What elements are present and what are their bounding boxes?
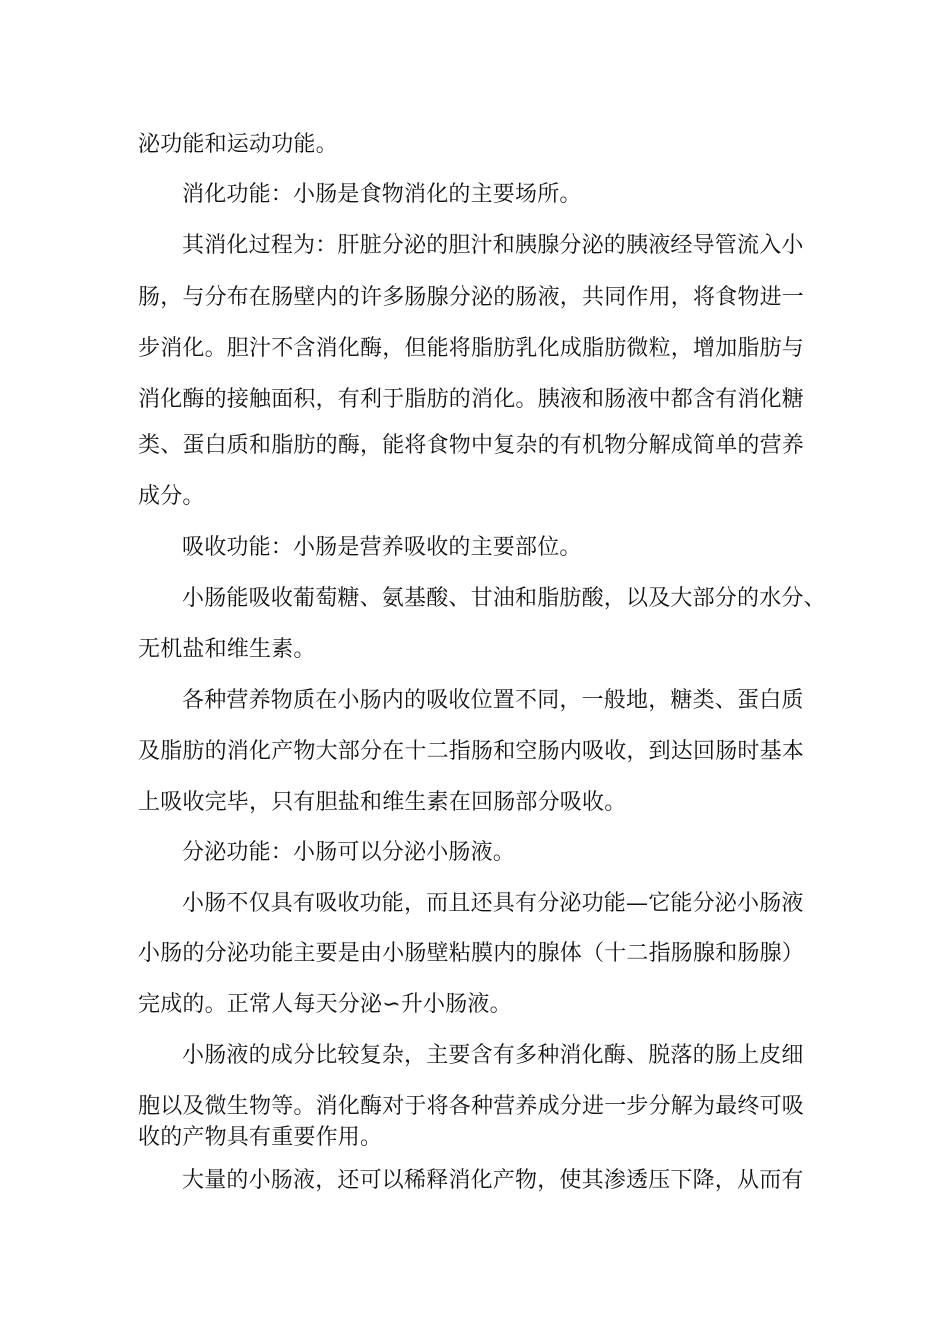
text-line: 大量的小肠液，还可以稀释消化产物，使其渗透压下降，从而有 [182, 1168, 804, 1193]
text-line: 无机盐和维生素。 [138, 637, 316, 662]
text-line: 泌功能和运动功能。 [138, 132, 338, 157]
text-line: 胞以及微生物等。消化酶对于将各种营养成分进一步分解为最终可吸 [138, 1094, 805, 1119]
text-line: 消化酶的接触面积，有利于脂肪的消化。胰液和肠液中都含有消化糖 [138, 387, 805, 412]
text-line: 步消化。胆汁不含消化酶，但能将脂肪乳化成脂肪微粒，增加脂肪与 [138, 336, 805, 361]
text-line: 完成的。正常人每天分泌∽升小肠液。 [138, 992, 512, 1017]
text-line: 成分。 [138, 484, 205, 509]
text-line: 消化功能：小肠是食物消化的主要场所。 [182, 182, 582, 207]
text-line: 小肠不仅具有吸收功能，而且还具有分泌功能—它能分泌小肠液 [182, 891, 804, 916]
text-line: 上吸收完毕，只有胆盐和维生素在回肠部分吸收。 [138, 790, 627, 815]
text-line: 肠，与分布在肠壁内的许多肠腺分泌的肠液，共同作用，将食物进一 [138, 285, 805, 310]
text-line: 及脂肪的消化产物大部分在十二指肠和空肠内吸收，到达回肠时基本 [138, 739, 805, 764]
text-line: 收的产物具有重要作用。 [138, 1125, 383, 1150]
text-line: 其消化过程为：肝脏分泌的胆汁和胰腺分泌的胰液经导管流入小 [182, 233, 804, 258]
text-line: 分泌功能：小肠可以分泌小肠液。 [182, 840, 516, 865]
text-line: 吸收功能：小肠是营养吸收的主要部位。 [182, 535, 582, 560]
text-line: 类、蛋白质和脂肪的酶，能将食物中复杂的有机物分解成简单的营养 [138, 433, 805, 458]
text-line: 各种营养物质在小肠内的吸收位置不同，一般地，糖类、蛋白质 [182, 688, 804, 713]
text-line: 小肠液的成分比较复杂，主要含有多种消化酶、脱落的肠上皮细 [182, 1043, 804, 1068]
text-line: 小肠能吸收葡萄糖、氨基酸、甘油和脂肪酸，以及大部分的水分、 [182, 586, 826, 611]
text-line: 小肠的分泌功能主要是由小肠壁粘膜内的腺体（十二指肠腺和肠腺） [138, 941, 805, 966]
